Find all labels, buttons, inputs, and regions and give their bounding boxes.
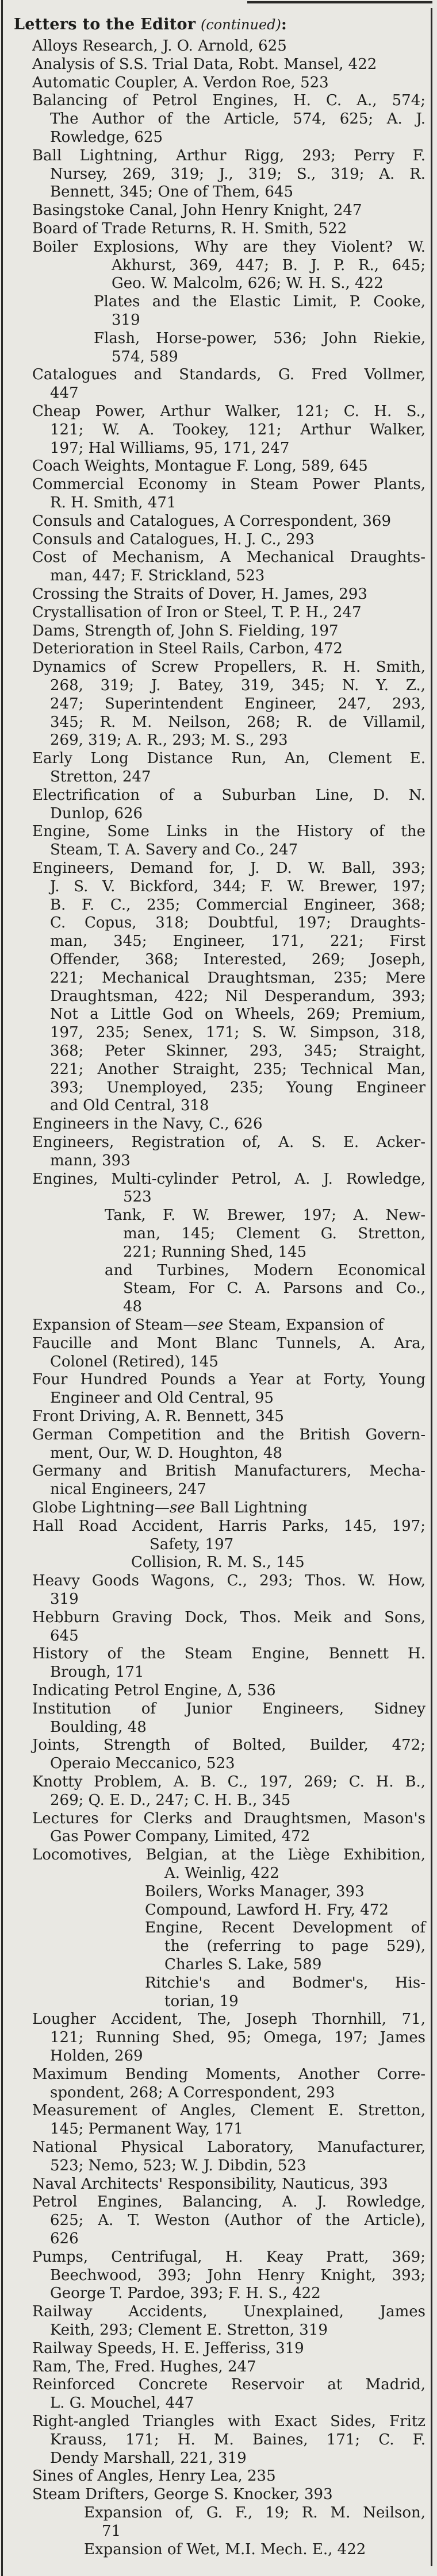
line-text: Boulding, 48: [50, 1718, 147, 1736]
index-entry-continuation: [50, 1042, 425, 1060]
line-text: Expansion of Wet, M.I. Mech. E., 422: [84, 2540, 366, 2558]
line-text: Locomotives, Belgian, at the Liège Exhibition,: [32, 1846, 425, 1864]
line-text: Balancing of Petrol Engines, H. C. A., 574;: [32, 92, 425, 110]
index-entry-continuation: [50, 1827, 310, 1846]
index-subentry: [145, 1901, 389, 1919]
line-text: Flash, Horse-power, 536; John Riekie,: [94, 329, 425, 347]
heading-colon: :: [281, 16, 288, 33]
index-subentry-continuation: [123, 1225, 425, 1243]
line-text: Akhurst, 369, 447; B. J. P. R., 645;: [112, 256, 425, 274]
line-text: Sines of Angles, Henry Lea, 235: [32, 2467, 276, 2485]
line-text: Gas Power Company, Limited, 472: [50, 1828, 310, 1846]
line-text: Draughtsman, 422; Nil Desperandum, 393;: [50, 987, 425, 1005]
line-text: Steam, T. A. Savery and Co., 247: [50, 841, 298, 859]
index-entry: [32, 859, 425, 877]
index-entry-continuation: [50, 1444, 282, 1462]
line-text: Catalogues and Standards, G. Fred Vollmer,: [32, 366, 425, 384]
line-text: Consuls and Catalogues, H. J. C., 293: [32, 530, 315, 548]
index-entry: [32, 1462, 425, 1480]
index-entry-continuation: [50, 1754, 235, 1773]
line-text: Crystallisation of Iron or Steel, T. P. H., 247: [32, 603, 362, 621]
line-text: Rowledge, 625: [50, 129, 163, 146]
index-entry: [32, 2065, 425, 2084]
line-text: Analysis of S.S. Trial Data, Robt. Mansel, 422: [32, 55, 377, 73]
index-entry: [32, 2302, 425, 2321]
index-entry: [32, 2010, 425, 2028]
index-entry: [32, 1170, 425, 1188]
entry-text: Expansion of Steam—: [32, 1316, 198, 1334]
line-text: Engineer and Old Central, 95: [50, 1389, 274, 1407]
line-text: 523; Nemo, 523; W. J. Dibdin, 523: [50, 2157, 306, 2174]
index-subentry: [145, 1974, 425, 1992]
line-text: Heavy Goods Wagons, C., 293; Thos. W. How,: [32, 1572, 425, 1590]
line-text: Dynamics of Screw Propellers, R. H. Smith,: [32, 659, 425, 676]
index-entry-continuation: [164, 1864, 279, 1882]
line-text: Railway Speeds, H. E. Jefferiss, 319: [32, 2339, 304, 2357]
index-entry: [32, 2375, 425, 2394]
line-text: 393; Unemployed, 235; Young Engineer: [50, 1079, 425, 1096]
index-entry: [32, 1809, 425, 1828]
index-entry: [32, 786, 425, 804]
index-entry-continuation: [50, 2284, 321, 2302]
line-text: Ritchie's and Bodmer's, His-: [145, 1974, 425, 1992]
index-entry: [32, 2412, 425, 2431]
index-entry: [32, 1645, 425, 1663]
index-entry-continuation: [50, 2230, 79, 2248]
line-text: National Physical Laboratory, Manufacturer,: [32, 2139, 425, 2156]
line-text: Expansion of, G. F., 19; R. M. Neilson,: [84, 2504, 425, 2521]
line-text: Measurement of Angles, Clement E. Stretton,: [32, 2102, 425, 2120]
index-entry: [32, 1426, 425, 1444]
line-text: 221; Running Shed, 145: [123, 1243, 307, 1261]
line-text: Tank, F. W. Brewer, 197; A. New-: [105, 1207, 425, 1225]
line-text: Right-angled Triangles with Exact Sides, Fritz: [32, 2413, 425, 2430]
line-text: Not a Little God on Wheels, 269; Premium,: [50, 1006, 425, 1023]
column-rule-top: [247, 1, 432, 3]
index-entry-continuation: [50, 2120, 243, 2138]
index-entry-continuation: [50, 1023, 425, 1042]
index-entry: [32, 2339, 304, 2358]
line-text: Indicating Petrol Engine, Δ, 536: [32, 1682, 276, 1699]
index-entry: [32, 220, 347, 238]
line-text: Hebburn Graving Dock, Thos. Meik and Sons,: [32, 1608, 425, 1626]
line-text: man, 447; F. Strickland, 523: [50, 567, 265, 585]
index-subentry-continuation: [123, 1243, 306, 1261]
line-text: 48: [123, 1298, 143, 1316]
index-entry: [32, 2485, 333, 2504]
index-entry-continuation: [50, 2047, 143, 2065]
line-text: Front Driving, A. R. Bennett, 345: [32, 1408, 284, 1425]
line-text: Beechwood, 393; John Henry Knight, 393;: [50, 2266, 425, 2284]
index-subentry-continuation: [123, 1279, 425, 1297]
index-entry-continuation: [50, 1663, 144, 1681]
line-text: Ram, The, Fred. Hughes, 247: [32, 2358, 256, 2375]
line-text: Basingstoke Canal, John Henry Knight, 247: [32, 202, 362, 220]
index-entry-continuation: [50, 1389, 274, 1407]
index-subentry: [94, 292, 425, 311]
line-text: 447: [50, 384, 79, 402]
line-text: Stretton, 247: [50, 768, 151, 785]
index-entry: [32, 1407, 284, 1426]
index-entry-continuation: [50, 1791, 290, 1809]
line-text: Nursey, 269, 319; J., 319; S., 319; A. R.: [50, 165, 425, 183]
line-text: Charles S. Lake, 589: [164, 1956, 322, 1973]
line-text: 71: [102, 2522, 121, 2540]
entry-text: Globe Lightning—: [32, 1499, 170, 1516]
index-entry: [32, 1846, 425, 1864]
index-entry-continuation: [50, 676, 425, 695]
line-text: 625; A. T. Weston (Author of the Article),: [50, 2212, 425, 2230]
line-text: 268, 319; J. Batey, 319, 345; N. Y. Z.,: [50, 677, 425, 694]
see-target: Steam, Expansion of: [223, 1316, 384, 1334]
index-entry-continuation: [50, 110, 425, 128]
line-text: Railway Accidents, Unexplained, James: [32, 2303, 425, 2321]
index-entry-continuation: [50, 987, 425, 1006]
line-text: [32, 1316, 384, 1334]
line-text: and Turbines, Modern Economical: [105, 1261, 425, 1279]
index-entry-continuation: [50, 713, 425, 731]
line-text: spondent, 268; A Correspondent, 293: [50, 2084, 335, 2101]
index-subentry: [145, 1919, 425, 1937]
index-entry: [32, 201, 362, 220]
line-text: J. S. V. Bickford, 344; F. W. Brewer, 197;: [50, 877, 425, 895]
index-entry: [32, 603, 362, 622]
index-entry-continuation: [50, 567, 264, 585]
line-text: Keith, 293; Clement E. Stretton, 319: [50, 2321, 328, 2339]
index-entry-continuation: [50, 932, 425, 950]
index-subentry: [145, 1882, 365, 1901]
see-label: see: [198, 1316, 224, 1334]
index-entry-continuation: [50, 2321, 328, 2339]
index-entry-see-reference: [32, 1316, 384, 1334]
index-entry: [32, 622, 338, 640]
line-text: 197, 235; Senex, 171; S. W. Simpson, 318,: [50, 1024, 425, 1042]
index-entry-continuation: [50, 1005, 425, 1023]
index-entry-continuation: [50, 2394, 194, 2412]
index-entry: [32, 2248, 425, 2266]
index-entry-see-reference: [32, 1499, 308, 1517]
index-subentry: [94, 329, 425, 348]
index-subentry-continuation: [164, 1955, 321, 1974]
index-entry-continuation: [50, 2431, 425, 2449]
index-entry: [32, 548, 425, 567]
index-subentry-continuation: [112, 311, 140, 329]
line-text: Early Long Distance Run, An, Clement E.: [32, 750, 425, 768]
index-entry: [32, 1736, 425, 1754]
line-text: Engineers in the Navy, C., 626: [32, 1115, 263, 1133]
line-text: Knotty Problem, A. B. C., 197, 269; C. H. B.,: [32, 1773, 425, 1791]
index-entry-continuation: [50, 731, 288, 749]
index-subentry: [105, 1261, 425, 1280]
index-entry-continuation: [50, 2449, 247, 2467]
line-text: Coach Weights, Montague F. Long, 589, 645: [32, 457, 368, 475]
line-text: Engine, Recent Development of: [145, 1919, 425, 1937]
line-text: man, 145; Clement G. Stretton,: [123, 1225, 425, 1242]
index-entry-continuation: [50, 841, 298, 859]
line-text: Operaio Meccanico, 523: [50, 1755, 235, 1773]
line-text: Engineers, Registration of, A. S. E. Acker-: [32, 1134, 425, 1151]
line-text: 269; Q. E. D., 247; C. H. B., 345: [50, 1791, 291, 1809]
line-text: Germany and British Manufacturers, Mecha-: [32, 1462, 425, 1480]
line-text: Dendy Marshall, 221, 319: [50, 2449, 247, 2467]
index-entry: [32, 1700, 425, 1718]
line-text: Collision, R. M. S., 145: [131, 1554, 305, 1572]
index-entry-continuation: [50, 1096, 209, 1115]
index-entry: [32, 2101, 425, 2120]
line-text: 645: [50, 1627, 79, 1645]
index-entry: [32, 1517, 425, 1535]
line-text: Alloys Research, J. O. Arnold, 625: [32, 37, 287, 55]
index-entry: [32, 147, 425, 165]
index-entry-continuation: [50, 2211, 425, 2230]
heading-title: Letters to the Editor: [14, 16, 196, 33]
index-entry: [32, 365, 425, 384]
line-text: R. H. Smith, 471: [50, 494, 177, 511]
line-text: History of the Steam Engine, Bennett H.: [32, 1645, 425, 1663]
line-text: 145; Permanent Way, 171: [50, 2120, 243, 2138]
index-entry-continuation: [50, 421, 425, 439]
index-entry: [32, 1370, 425, 1389]
line-text: 574, 589: [112, 348, 178, 365]
index-entry: [32, 1115, 263, 1133]
index-subentry: [84, 2504, 425, 2522]
line-text: Compound, Lawford H. Fry, 472: [145, 1901, 389, 1919]
index-entry-continuation: [50, 1079, 425, 1097]
line-text: man, 345; Engineer, 171, 221; First: [50, 933, 425, 950]
section-heading: [14, 16, 287, 34]
index-subentry: [105, 1206, 425, 1225]
line-text: the (referring to page 529),: [164, 1938, 425, 1955]
line-text: Joints, Strength of Bolted, Builder, 472;: [32, 1736, 425, 1754]
index-entry: [32, 2358, 256, 2376]
column-rule-right: [431, 8, 432, 2566]
index-entry: [32, 74, 329, 92]
line-text: C. Copus, 318; Doubtful, 197; Draughts-: [50, 914, 425, 932]
line-text: Crossing the Straits of Dover, H. James, 293: [32, 586, 367, 603]
line-text: Automatic Coupler, A. Verdon Roe, 523: [32, 74, 329, 91]
index-entry-continuation: [50, 128, 163, 147]
index-entry-continuation: [50, 969, 425, 987]
index-entry-continuation: [50, 2028, 425, 2047]
index-subentry-continuation: [112, 348, 178, 366]
index-entry: [32, 749, 425, 768]
index-subentry-continuation: [164, 1992, 239, 2011]
index-entry-continuation: [50, 439, 289, 457]
index-entry-continuation: [50, 768, 151, 786]
index-entry: [32, 1681, 276, 1700]
line-text: Steam Drifters, George S. Knocker, 393: [32, 2486, 333, 2504]
index-entry-continuation: [50, 695, 425, 713]
index-entry: [32, 55, 377, 74]
heading-qualifier: (continued): [201, 17, 281, 33]
line-text: B. F. C., 235; Commercial Engineer, 368;: [50, 896, 425, 914]
line-text: Reinforced Concrete Reservoir at Madrid,: [32, 2376, 425, 2394]
line-text: 319: [50, 1591, 79, 1608]
index-entry-continuation: [50, 877, 425, 896]
line-text: Colonel (Retired), 145: [50, 1353, 218, 1370]
line-text: 121; Running Shed, 95; Omega, 197; James: [50, 2029, 425, 2047]
line-text: Commercial Economy in Steam Power Plants,: [32, 476, 425, 494]
line-text: L. G. Mouchel, 447: [50, 2394, 194, 2412]
index-entry: [32, 2193, 425, 2211]
index-entry: [32, 2175, 388, 2193]
line-text: 368; Peter Skinner, 293, 345; Straight,: [50, 1042, 425, 1060]
index-entry: [32, 402, 425, 421]
line-text: Faucille and Mont Blanc Tunnels, A. Ara,: [32, 1334, 425, 1352]
line-text: Safety, 197: [150, 1535, 234, 1553]
index-subentry: [84, 2540, 366, 2559]
line-text: Lectures for Clerks and Draughtsmen, Mason's: [32, 1809, 425, 1827]
line-text: Steam, For C. A. Parsons and Co.,: [123, 1280, 425, 1297]
index-entry: [32, 37, 287, 55]
index-entry: [32, 1334, 425, 1353]
line-text: Offender, 368; Interested, 269; Joseph,: [50, 951, 425, 968]
line-text: ment, Our, W. D. Houghton, 48: [50, 1444, 283, 1462]
index-entry-continuation: [50, 1480, 206, 1499]
line-text: Board of Trade Returns, R. H. Smith, 522: [32, 220, 347, 237]
index-entry-continuation: [50, 183, 293, 201]
index-entry-continuation: [50, 914, 425, 932]
line-text: Cost of Mechanism, A Mechanical Draughts-: [32, 549, 425, 567]
index-entry-continuation: [150, 1535, 233, 1554]
line-text: Engineers, Demand for, J. D. W. Ball, 393;: [32, 860, 425, 877]
line-text: Maximum Bending Moments, Another Corre-: [32, 2065, 425, 2083]
index-entry-continuation: [50, 1060, 425, 1079]
index-entry-continuation: [50, 1627, 79, 1645]
line-text: Engines, Multi-cylinder Petrol, A. J. Rowledge,: [32, 1170, 425, 1188]
index-entry: [32, 2467, 276, 2485]
line-text: Boilers, Works Manager, 393: [145, 1882, 365, 1900]
line-text: mann, 393: [50, 1152, 131, 1169]
line-text: Krauss, 171; H. M. Baines, 171; C. F.: [50, 2431, 425, 2448]
line-text: Dams, Strength of, John S. Fielding, 197: [32, 622, 339, 640]
line-text: and Old Central, 318: [50, 1097, 209, 1115]
line-text: Boiler Explosions, Why are they Violent? W.: [32, 238, 425, 256]
line-text: 626: [50, 2230, 79, 2247]
index-entry-continuation: [50, 896, 425, 914]
line-text: 523: [123, 1188, 152, 1206]
index-entry: [32, 585, 367, 603]
index-entry-continuation: [50, 804, 143, 823]
line-text: Engine, Some Links in the History of the: [32, 823, 425, 841]
index-entry-continuation: [112, 256, 425, 275]
line-text: Institution of Junior Engineers, Sidney: [32, 1700, 425, 1718]
see-label: see: [169, 1499, 195, 1516]
line-text: 319: [112, 311, 140, 329]
index-subentry-continuation: [123, 1297, 142, 1316]
index-entry: [32, 1572, 425, 1590]
line-text: 197; Hal Williams, 95, 171, 247: [50, 439, 290, 457]
line-text: Geo. W. Malcolm, 626; W. H. S., 422: [112, 275, 384, 292]
line-text: Plates and the Elastic Limit, P. Cooke,: [94, 293, 425, 311]
line-text: nical Engineers, 247: [50, 1481, 206, 1499]
index-entry-continuation: [50, 2084, 335, 2102]
line-text: Bennett, 345; One of Them, 645: [50, 183, 293, 201]
index-entry: [32, 658, 425, 676]
index-entry: [32, 475, 425, 494]
index-entry-continuation: [112, 274, 384, 292]
index-entry: [32, 2138, 425, 2157]
line-text: 247; Superintendent Engineer, 247, 293,: [50, 695, 425, 713]
line-text: 269, 319; A. R., 293; M. S., 293: [50, 731, 288, 749]
index-entry: [32, 512, 391, 530]
line-text: torian, 19: [164, 1992, 239, 2010]
index-entry-continuation: [123, 1188, 152, 1206]
index-entry: [32, 457, 368, 475]
line-text: Brough, 171: [50, 1664, 144, 1681]
index-subentry: [131, 1553, 305, 1572]
line-text: Holden, 269: [50, 2047, 143, 2065]
index-entry: [32, 238, 425, 256]
index-entry: [32, 822, 425, 841]
line-text: The Author of the Article, 574, 625; A. J.: [50, 110, 425, 128]
index-entry-continuation: [50, 1152, 131, 1170]
line-text: Pumps, Centrifugal, H. Keay Pratt, 369;: [32, 2248, 425, 2266]
index-entry-continuation: [50, 950, 425, 969]
line-text: Petrol Engines, Balancing, A. J. Rowledge,: [32, 2193, 425, 2211]
see-target: Ball Lightning: [195, 1499, 308, 1516]
index-subentry-continuation: [164, 1937, 425, 1955]
index-entry: [32, 530, 315, 549]
line-text: 221; Another Straight, 235; Technical Man,: [50, 1060, 425, 1078]
line-text: A. Weinlig, 422: [164, 1865, 279, 1882]
line-text: Hall Road Accident, Harris Parks, 145, 197;: [32, 1517, 425, 1535]
index-subentry-continuation: [102, 2522, 121, 2540]
line-text: Ball Lightning, Arthur Rigg, 293; Perry F.: [32, 147, 425, 164]
line-text: Four Hundred Pounds a Year at Forty, Young: [32, 1371, 425, 1389]
line-text: 221; Mechanical Draughtsman, 235; Mere: [50, 969, 425, 987]
line-text: Deterioration in Steel Rails, Carbon, 472: [32, 640, 343, 658]
line-text: 121; W. A. Tookey, 121; Arthur Walker,: [50, 421, 425, 438]
index-entry-continuation: [50, 2157, 306, 2175]
index-entry-continuation: [50, 494, 176, 512]
index-entry: [32, 91, 425, 110]
index-entry: [32, 1773, 425, 1791]
line-text: Consuls and Catalogues, A Correspondent, 369: [32, 512, 392, 530]
line-text: Electrification of a Suburban Line, D. N.: [32, 786, 425, 804]
index-entry: [32, 1133, 425, 1152]
index-entry: [32, 640, 343, 658]
index-entry-continuation: [50, 1353, 218, 1371]
index-entry-continuation: [50, 1718, 147, 1736]
line-text: Cheap Power, Arthur Walker, 121; C. H. S.,: [32, 403, 425, 420]
column-rule-left: [1, 0, 3, 2576]
index-entry-continuation: [50, 1590, 79, 1608]
line-text: Lougher Accident, The, Joseph Thornhill, 71,: [32, 2011, 425, 2028]
line-text: 345; R. M. Neilson, 268; R. de Villamil,: [50, 713, 425, 731]
index-entry-continuation: [50, 2266, 425, 2285]
line-text: Dunlop, 626: [50, 804, 143, 822]
index-entry: [32, 1608, 425, 1627]
line-text: Naval Architects' Responsibility, Nauticus, 393: [32, 2175, 388, 2193]
line-text: German Competition and the British Govern-: [32, 1426, 425, 1443]
index-entry-continuation: [50, 384, 79, 402]
line-text: George T. Pardoe, 393; F. H. S., 422: [50, 2285, 321, 2302]
line-text: [32, 1499, 308, 1516]
index-entry-continuation: [50, 165, 425, 183]
